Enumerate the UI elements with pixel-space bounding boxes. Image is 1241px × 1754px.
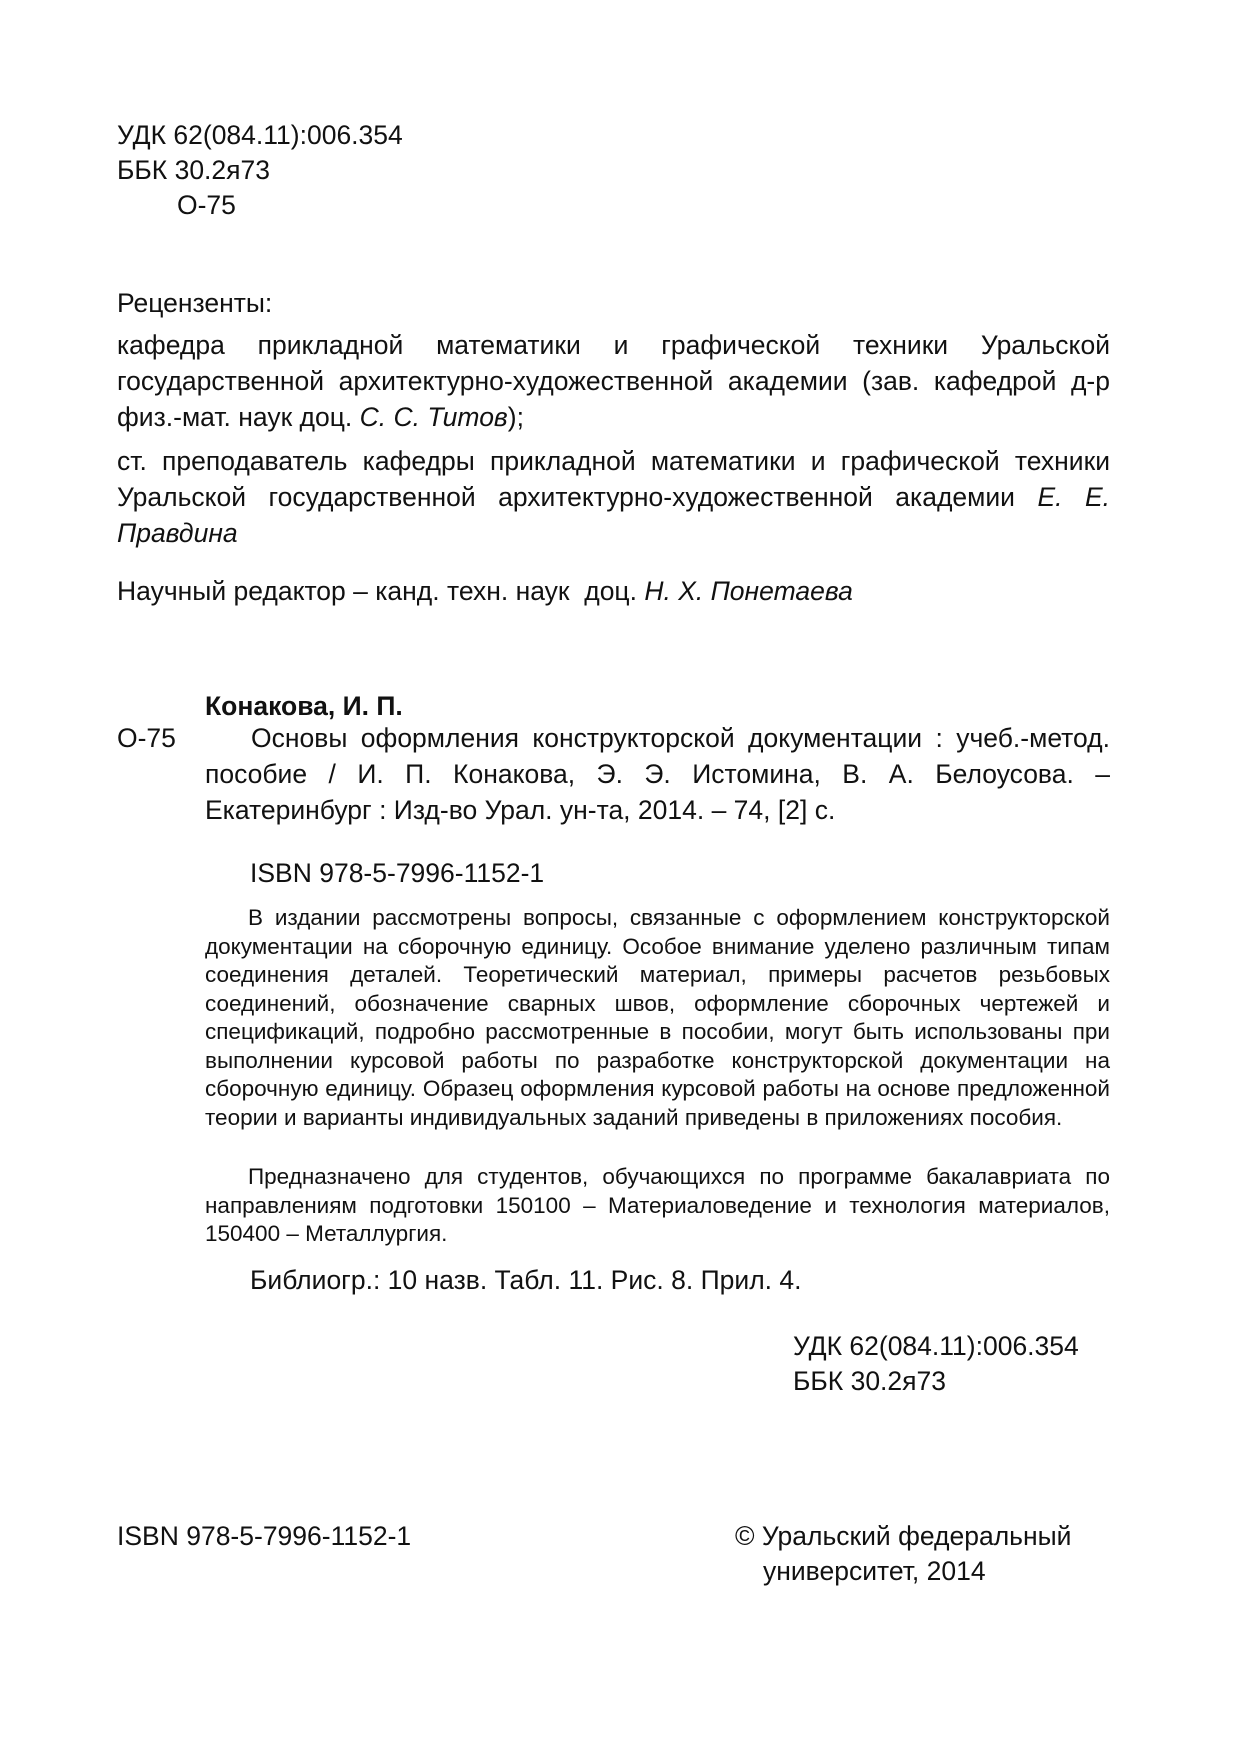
header-udk: УДК 62(084.11):006.354 — [117, 120, 403, 150]
scientific-editor — [117, 573, 853, 609]
card-audience: Предназначено для студентов, обучающихся по программе бакалавриата по направлениям подготовки 150100 – Материаловедение и технология материалов, 150400 – Металлургия. — [205, 1164, 1110, 1246]
header-bbk: ББК 30.2я73 — [117, 155, 270, 185]
card-bbk: ББК 30.2я73 — [793, 1366, 946, 1396]
card-abstract: В издании рассмотрены вопросы, связанные с оформлением конструкторской документации на сборочную единицу. Особое внимание уделено различным типам соединения деталей. Теоретический материал, примеры расчетов резьбовых соединений, обозначение сварных швов, оформление сборочных чертежей и спецификаций, подробно рассмотренные в пособии, могут быть использованы при выполнении курсовой работы по разработке конструкторской документации на сборочную единицу. Образец оформления курсовой работы на основе предложенной теории и варианты индивидуальных заданий приведены в приложениях пособия. — [205, 905, 1110, 1130]
card-udk: УДК 62(084.11):006.354 — [793, 1331, 1079, 1361]
reviewer-1 — [117, 327, 1110, 435]
editor-name: Н. Х. Понетаева — [644, 576, 853, 606]
reviewer-1-text: кафедра прикладной математики и графической техники Уральской государственной архитектурно-художественной академии (зав. кафедрой д-р физ.-мат. наук доц. — [117, 330, 1110, 432]
reviewer-2-text: ст. преподаватель кафедры прикладной математики и графической техники Уральской государственной архитектурно-художественной академии — [117, 446, 1110, 512]
card-isbn: ISBN 978-5-7996-1152-1 — [250, 858, 545, 888]
footer-copyright-line2: университет, 2014 — [763, 1556, 986, 1586]
footer-copyright: © Уральский федеральный — [735, 1521, 1072, 1551]
footer-isbn: ISBN 978-5-7996-1152-1 — [117, 1521, 412, 1551]
card-biblio: Библиогр.: 10 назв. Табл. 11. Рис. 8. Прил. 4. — [250, 1265, 802, 1295]
reviewers-title: Рецензенты: — [117, 288, 273, 318]
card-code: О-75 — [117, 723, 176, 753]
reviewer-1-name: С. С. Титов — [359, 402, 508, 432]
header-code: О-75 — [177, 190, 236, 220]
reviewer-1-tail: ); — [507, 402, 524, 432]
reviewer-2 — [117, 443, 1110, 551]
card-author: Конакова, И. П. — [205, 691, 403, 721]
reviewer-2-name: Е. Е. Правдина — [117, 482, 1110, 548]
card-description: Основы оформления конструкторской документации : учеб.-метод. пособие / И. П. Конакова, Э. Э. Истомина, В. А. Белоусова. – Екатеринбург : Изд-во Урал. ун-та, 2014. – 74, [2] с. — [205, 723, 1110, 825]
editor-text: Научный редактор – канд. техн. наук доц. — [117, 576, 645, 606]
